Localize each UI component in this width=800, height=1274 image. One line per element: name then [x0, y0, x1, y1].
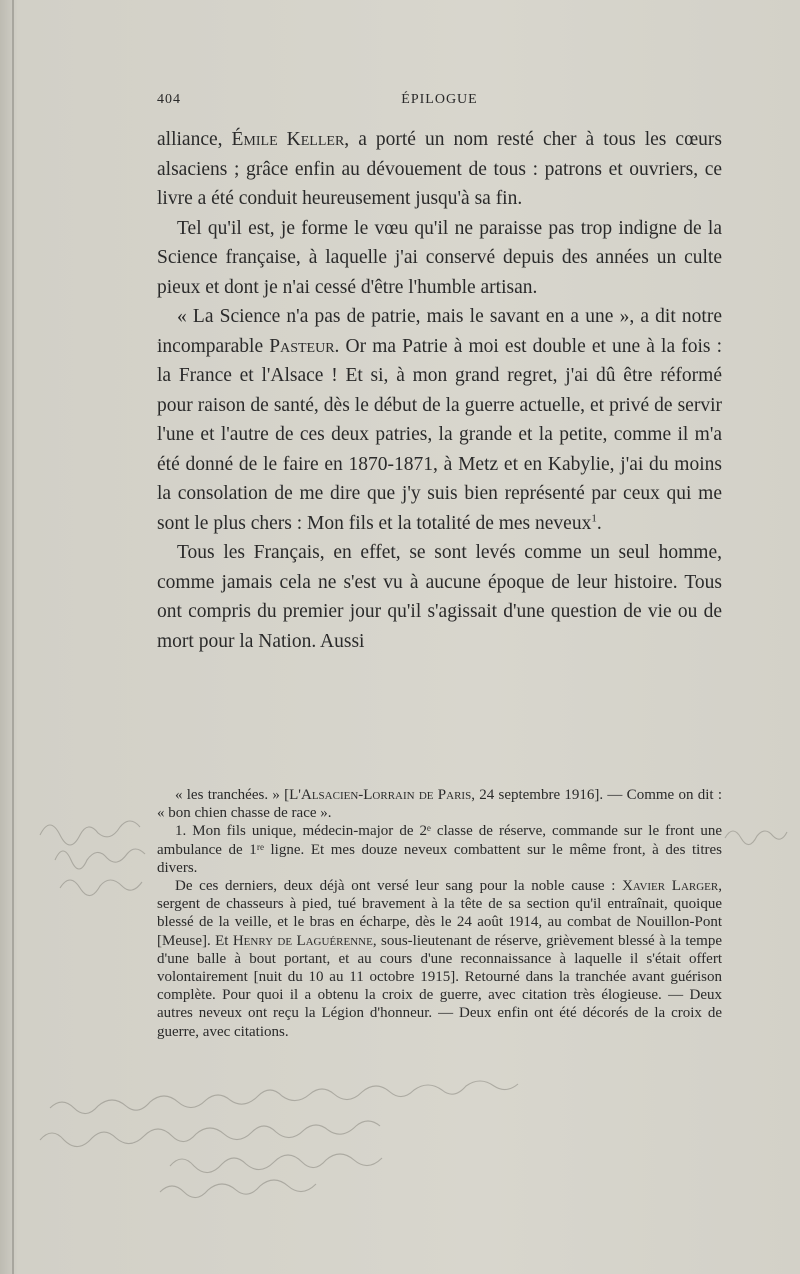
paragraph-3: « La Science n'a pas de patrie, mais le savant en a une », a dit notre incomparable Pasteur. Or ma Patrie à moi est double et une à la fois : la France et l'Alsace ! Et si, à mon grand regret, j'ai dû être réformé pour raison de santé, dès le début de la guerre actuelle, et privé de servir l'une et l'autre de ces deux patries, la grande et la petite, comme il m'a été donné de le faire en 1870-1871, à Metz et en Kabylie, j'ai du moins la consolation de me dire que j'y suis bien représenté par ceux qui me sont le plus chers : Mon fils et la totalité de mes neveux$^1$. [157, 306, 723, 534]
bottom-scribble-2 [40, 1121, 380, 1147]
margin-scribble-2 [55, 849, 145, 869]
source-title: L'Alsacien-Lorrain de Paris [289, 787, 472, 803]
bottom-scribble-4 [160, 1180, 316, 1198]
margin-scribble-3 [60, 880, 142, 896]
paragraph-2: Tel qu'il est, je forme le vœu qu'il ne paraisse pas trop indigne de la Science française, à laquelle j'ai conservé depuis des années un culte pieux et dont je n'ai cessé d'être l'humble artisan. [157, 217, 722, 298]
paragraph-4: Tous les Français, en effet, se sont levés comme un seul homme, comme jamais cela ne s'est vu à aucune époque de leur histoire. Tous ont compris du premier jour qu'il s'agissait d'une question de vie ou de mort pour la Nation. Aussi [157, 542, 722, 652]
footnote-ref-1: 1 [591, 512, 597, 524]
right-scribble-1 [725, 831, 787, 845]
bottom-scribble-3 [170, 1154, 382, 1173]
name-larger: Xavier Larger [622, 878, 719, 895]
running-head: ÉPILOGUE [401, 92, 478, 107]
page-number: 404 [157, 92, 181, 107]
footnote-1: 1. Mon fils unique, médecin-major de 2ᵉ classe de réserve, commande sur le front une ambulance de 1ʳᵉ ligne. Et mes douze neveux combattent sur le même front, à des titres divers. [157, 823, 722, 876]
bottom-scribble-1 [50, 1081, 518, 1114]
name-laguerenne: Henry de Laguérenne [232, 932, 373, 949]
name-pasteur: Pasteur [269, 335, 335, 357]
margin-scribble-1 [40, 821, 140, 845]
paragraph-1: alliance, Émile Keller, a porté un nom resté cher à tous les cœurs alsaciens ; grâce enfin au dévouement de tous : patrons et ouvriers, ce livre a été conduit heureusement jusqu'à sa fin. [157, 129, 722, 209]
footnote-1-continued: De ces derniers, deux déjà ont versé leur sang pour la noble cause : Xavier Larger, sergent de chasseurs à pied, tué bravement à la tête de sa section qu'il entraînait, quoique blessé de la veille, et le bras en écharpe, dès le 24 août 1914, au combat de Nouillon-Pont [Meuse]. Et Henry de Laguérenne, sous-lieutenant de réserve, grièvement blessé à la tempe d'une balle à bout portant, et au cours d'une reconnaissance à laquelle il s'était offert volontairement [nuit du 10 au 11 octobre 1915]. Retourné dans la tranchée avant guérison complète. Pour quoi il a obtenu la croix de guerre, avec citation très élogieuse. — Deux autres neveux ont reçu la Légion d'honneur. — Deux enfin ont été décorés de la croix de guerre, avec citations. [157, 878, 722, 1040]
name-keller: Émile Keller [231, 129, 345, 150]
footnote-continuation: « les tranchées. » [L'Alsacien-Lorrain de Paris, 24 septembre 1916]. — Comme on dit : « bon chien chasse de race ». [157, 787, 722, 822]
